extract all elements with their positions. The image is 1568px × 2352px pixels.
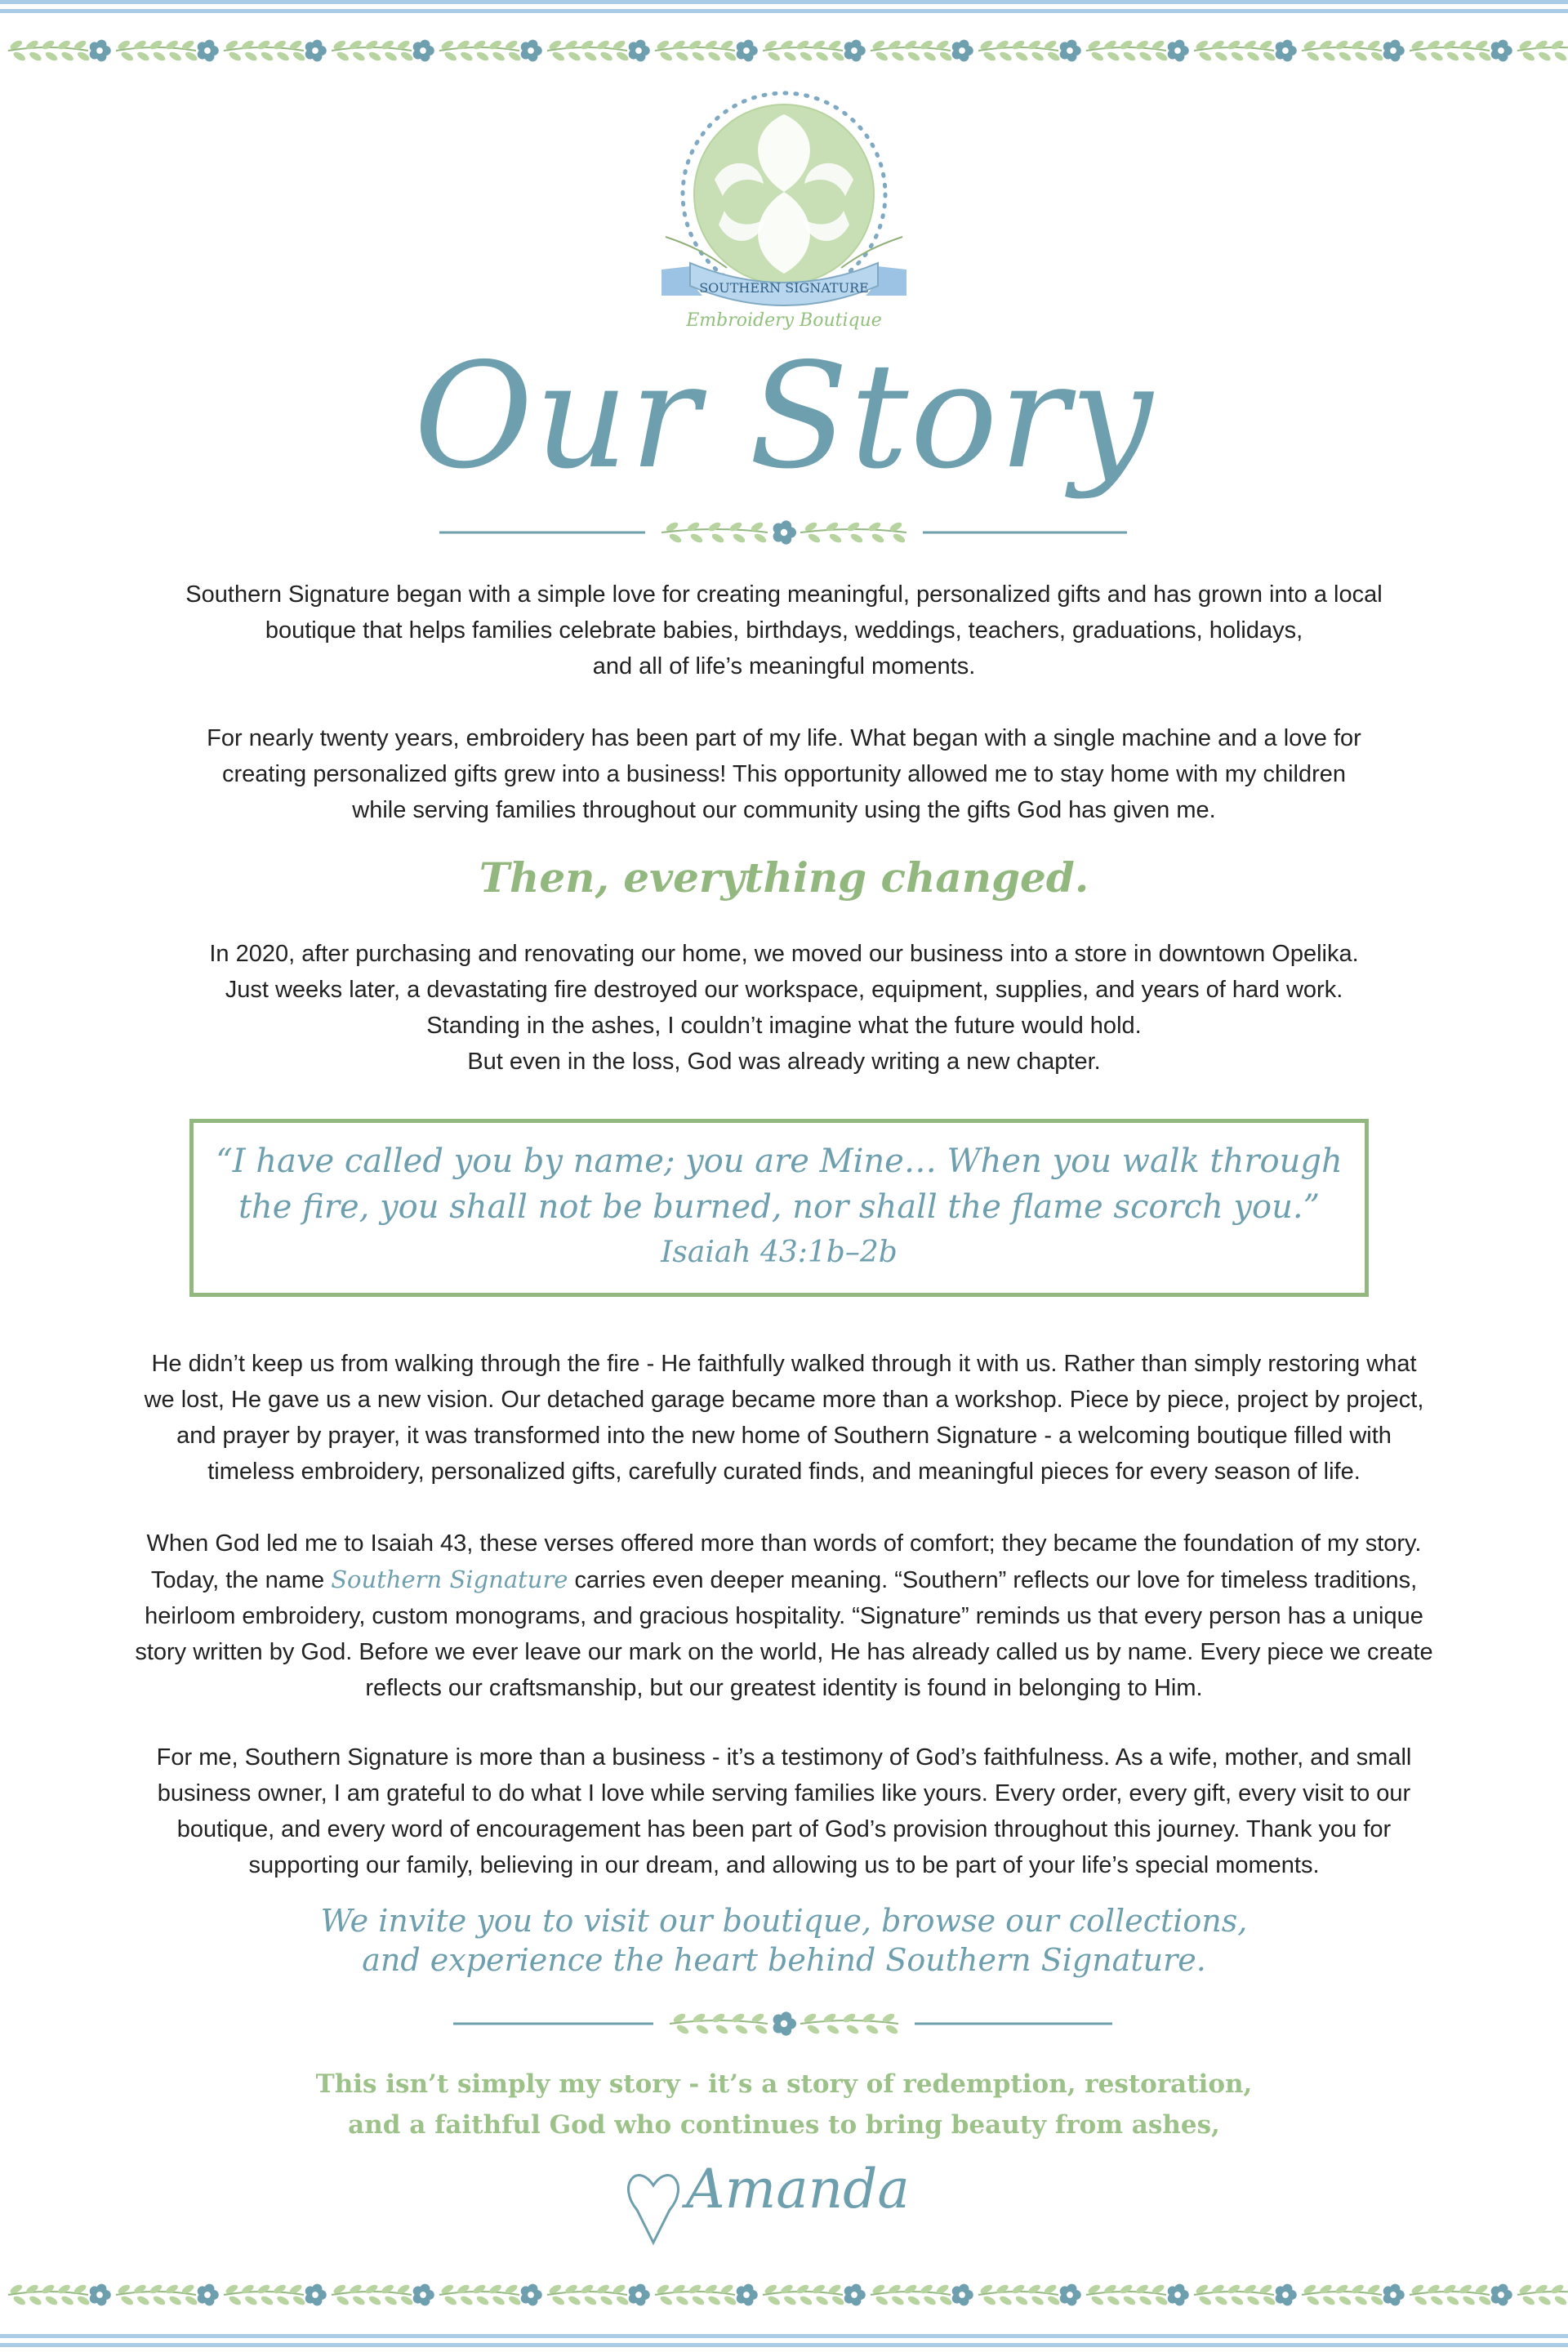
meaning-line: story written by God. Before we ever leave our mark on the world, He has already called us by name. Every piece we create [135, 1639, 1433, 1665]
meaning-line: When God led me to Isaiah 43, these verses offered more than words of comfort; they became the foundation of my story. [146, 1530, 1422, 1557]
vision-line: He didn’t keep us from walking through the fire - He faithfully walked through it with us. Rather than simply restoring what [151, 1351, 1417, 1377]
history-line: creating personalized gifts grew into a business! This opportunity allowed me to stay home with my children [221, 761, 1347, 787]
flower-icon [1060, 2284, 1081, 2306]
leaf-vine-icon [1517, 2283, 1568, 2307]
leaf-vine-icon [1086, 2283, 1169, 2307]
leaf-vine-icon [547, 39, 630, 63]
leaf-vine-icon [1302, 39, 1384, 63]
intro-line: and all of life’s meaningful moments. [592, 653, 976, 679]
testimony-line: For me, Southern Signature is more than a business - it’s a testimony of God’s faithfulness. As a wife, mother, and small [156, 1744, 1412, 1771]
fire-line: In 2020, after purchasing and renovating our home, we moved our business into a store in downtown Opelika. [209, 941, 1359, 967]
section-heading-changed: Then, everything changed. [479, 853, 1089, 902]
monogram-logo [649, 82, 919, 347]
flower-icon [629, 2284, 650, 2306]
flower-icon [952, 2284, 973, 2306]
fire-line: Standing in the ashes, I couldn’t imagine what the future would hold. [426, 1013, 1142, 1039]
page-title: Our Story [413, 332, 1155, 501]
floral-divider-top [0, 508, 1568, 557]
leaf-vine-icon [763, 39, 845, 63]
leaf-vine-icon [224, 39, 306, 63]
intro-paragraph [57, 577, 1511, 684]
flower-icon [773, 520, 796, 544]
leaf-vine-icon [332, 2283, 414, 2307]
flower-icon [737, 40, 758, 62]
leaf-vine-icon [800, 521, 906, 545]
leaf-vine-icon [1410, 39, 1492, 63]
vision-line: we lost, He gave us a new vision. Our detached garage became more than a workshop. Piece by piece, project by project, [144, 1387, 1424, 1413]
leaf-vine-icon [116, 39, 198, 63]
flower-icon [413, 2284, 434, 2306]
flower-icon [521, 40, 542, 62]
flower-icon [952, 40, 973, 62]
leaf-vine-icon [1302, 2283, 1384, 2307]
top-floral-vine-border [0, 24, 1568, 77]
leaf-vine-icon [8, 2283, 91, 2307]
leaf-vine-icon [978, 39, 1061, 63]
meaning-text: Today, the name [150, 1567, 332, 1593]
testimony-line: supporting our family, believing in our dream, and allowing us to be part of your life’s special moments. [248, 1852, 1320, 1878]
scripture-quote-box [189, 1119, 1369, 1297]
history-line: while serving families throughout our community using the gifts God has given me. [352, 797, 1216, 823]
leaf-vine-icon [224, 2283, 306, 2307]
top-stripe-border [0, 0, 1568, 18]
leaf-vine-icon [1410, 2283, 1492, 2307]
flower-icon [629, 40, 650, 62]
flower-icon [1168, 2284, 1189, 2306]
leaf-vine-icon [670, 2012, 768, 2036]
leaf-vine-icon [439, 39, 522, 63]
leaf-vine-icon [655, 39, 737, 63]
intro-line: Southern Signature began with a simple love for creating meaningful, personalized gifts and has grown into a local [185, 581, 1383, 608]
intro-line: boutique that helps families celebrate babies, birthdays, weddings, teachers, graduations, holidays, [265, 617, 1303, 644]
flower-icon [1383, 2284, 1405, 2306]
scripture-line: “I have called you by name; you are Mine… When you walk through [216, 1143, 1343, 1180]
leaf-vine-icon [1086, 39, 1169, 63]
flower-icon [844, 2284, 866, 2306]
vision-paragraph [57, 1346, 1511, 1490]
floral-divider-bottom [0, 1999, 1568, 2048]
leaf-vine-icon [439, 2283, 522, 2307]
leaf-vine-icon [8, 39, 91, 63]
flower-icon [1276, 2284, 1297, 2306]
flower-icon [90, 2284, 111, 2306]
fire-line: Just weeks later, a devastating fire destroyed our workspace, equipment, supplies, and years of hard work. [225, 977, 1343, 1003]
leaf-vine-icon [871, 2283, 953, 2307]
logo-tagline: Embroidery Boutique [686, 310, 882, 331]
meaning-line [57, 1561, 1511, 1598]
flower-icon [1060, 40, 1081, 62]
leaf-vine-icon [1194, 39, 1276, 63]
leaf-vine-icon [800, 2012, 899, 2036]
flower-icon [1168, 40, 1189, 62]
invitation-line: and experience the heart behind Southern Signature. [362, 1942, 1206, 1978]
flower-icon [413, 40, 434, 62]
history-paragraph [57, 720, 1511, 828]
leaf-vine-icon [655, 2283, 737, 2307]
leaf-vine-icon [116, 2283, 198, 2307]
invitation-line: We invite you to visit our boutique, browse our collections, [320, 1903, 1248, 1939]
scripture-reference: Isaiah 43:1b–2b [661, 1236, 898, 1269]
closing-line: This isn’t simply my story - it’s a story of redemption, restoration, [315, 2069, 1253, 2099]
flower-icon [1491, 2284, 1512, 2306]
flower-icon [1276, 40, 1297, 62]
testimony-line: business owner, I am grateful to do what I love while serving families like yours. Every order, every gift, every visit to our [157, 1780, 1411, 1806]
brand-name-script: Southern Signature [331, 1566, 568, 1593]
bottom-stripe-border [0, 2334, 1568, 2352]
vision-line: timeless embroidery, personalized gifts, carefully curated finds, and meaningful pieces for every season of life. [207, 1459, 1361, 1485]
scripture-line: the fire, you shall not be burned, nor shall the flame scorch you.” [238, 1188, 1321, 1226]
flower-icon [737, 2284, 758, 2306]
bottom-floral-vine-border [0, 2269, 1568, 2321]
flower-icon [844, 40, 866, 62]
flower-icon [521, 2284, 542, 2306]
leaf-vine-icon [662, 521, 768, 545]
leaf-vine-icon [547, 2283, 630, 2307]
leaf-vine-icon [1194, 2283, 1276, 2307]
flower-icon [90, 40, 111, 62]
testimony-paragraph [57, 1740, 1511, 1883]
leaf-vine-icon [1517, 39, 1568, 63]
leaf-vine-icon [871, 39, 953, 63]
fire-paragraph [57, 936, 1511, 1080]
history-line: For nearly twenty years, embroidery has been part of my life. What began with a single machine and a love for [207, 725, 1361, 751]
fire-line: But even in the loss, God was already writing a new chapter. [467, 1049, 1101, 1075]
vision-line: and prayer by prayer, it was transformed into the new home of Southern Signature - a welcoming boutique filled with [176, 1423, 1392, 1449]
flower-icon [305, 2284, 327, 2306]
flower-icon [773, 2011, 796, 2035]
meaning-line: reflects our craftsmanship, but our greatest identity is found in belonging to Him. [365, 1675, 1203, 1701]
flower-icon [1383, 40, 1405, 62]
testimony-line: boutique, and every word of encouragement has been part of God’s provision throughout this journey. Thank you for [176, 1816, 1392, 1842]
meaning-line: heirloom embroidery, custom monograms, and gracious hospitality. “Signature” reminds us that every person has a unique [145, 1603, 1423, 1629]
leaf-vine-icon [763, 2283, 845, 2307]
signature: Amanda [686, 2158, 910, 2221]
logo-brand-name: SOUTHERN SIGNATURE [699, 280, 869, 296]
leaf-vine-icon [978, 2283, 1061, 2307]
leaf-vine-icon [332, 39, 414, 63]
flower-icon [198, 40, 219, 62]
meaning-text: carries even deeper meaning. “Southern” reflects our love for timeless traditions, [568, 1567, 1418, 1593]
flower-icon [1491, 40, 1512, 62]
flower-icon [198, 2284, 219, 2306]
flower-icon [305, 40, 327, 62]
meaning-paragraph [57, 1526, 1511, 1706]
closing-line: and a faithful God who continues to bring beauty from ashes, [348, 2110, 1220, 2140]
